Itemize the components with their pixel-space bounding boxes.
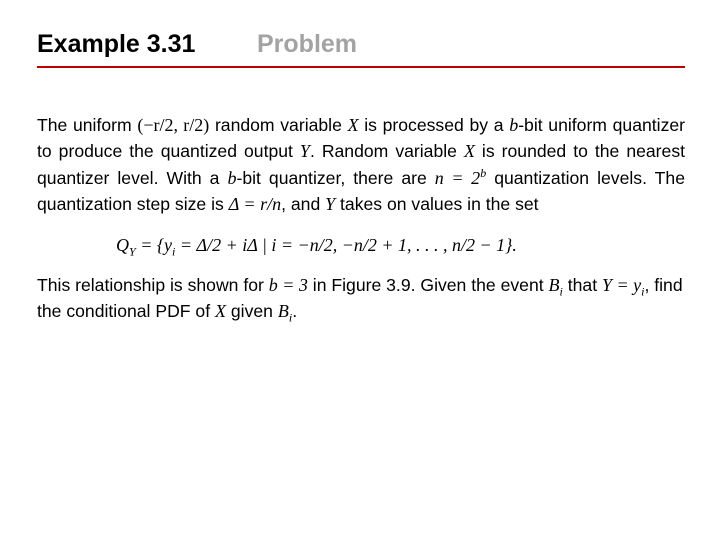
text-segment: . [292,301,298,322]
math-variable-y: Y [325,193,336,214]
math-b-equals: b = 3 [268,275,308,296]
text-segment: This relationship is shown for [37,275,269,296]
math-levels-formula: $n = 2^b$ [434,165,487,188]
text-segment: is processed by a [358,115,510,135]
math-step-size: Δ = r/n [228,193,282,214]
math-variable-x: X [215,301,226,322]
problem-paragraph-1 [37,112,685,217]
math-variable-b: b [509,115,519,135]
math-variable-b: b [227,167,237,188]
math-variable-x: X [463,141,475,162]
text-segment: in Figure 3.9. Given the event [307,275,549,296]
text-segment: random variable [209,115,348,135]
text-segment: -bit uniform quantizer to produce the quantized output [37,115,686,162]
text-segment: given [226,301,278,322]
slide-title: Example 3.31 [37,30,196,58]
math-event-b: $B_i$ [548,275,563,299]
slide-subtitle: Problem [257,30,358,58]
text-segment: , find the conditional PDF of [37,275,683,322]
math-y-equals: $Y = y_i$ [601,275,645,299]
math-variable-y: Y [299,141,310,162]
problem-paragraph-2 [37,272,685,325]
text-segment: is rounded to the nearest quantizer level. With a [37,141,686,188]
text-segment: The uniform [37,115,138,135]
text-segment: quantization levels. The quantization step size is [37,167,685,214]
title-divider [37,66,685,68]
text-segment: , and [281,193,326,214]
problem-body [37,112,685,325]
text-segment: . Random variable [309,141,464,162]
math-interval: (−r/2, r/2) [137,115,210,135]
text-segment: that [562,275,602,296]
text-segment: takes on values in the set [335,193,539,214]
math-variable-x: X [347,115,359,135]
math-event-b: $B_i$ [277,301,293,326]
text-segment: -bit quantizer, there are [236,167,435,188]
display-equation: $Q_Y = \{y_i = \Delta/2 + i\Delta$ | i = −n/2, −n/2 + 1, . . . , n/2 − 1}. [116,235,517,259]
